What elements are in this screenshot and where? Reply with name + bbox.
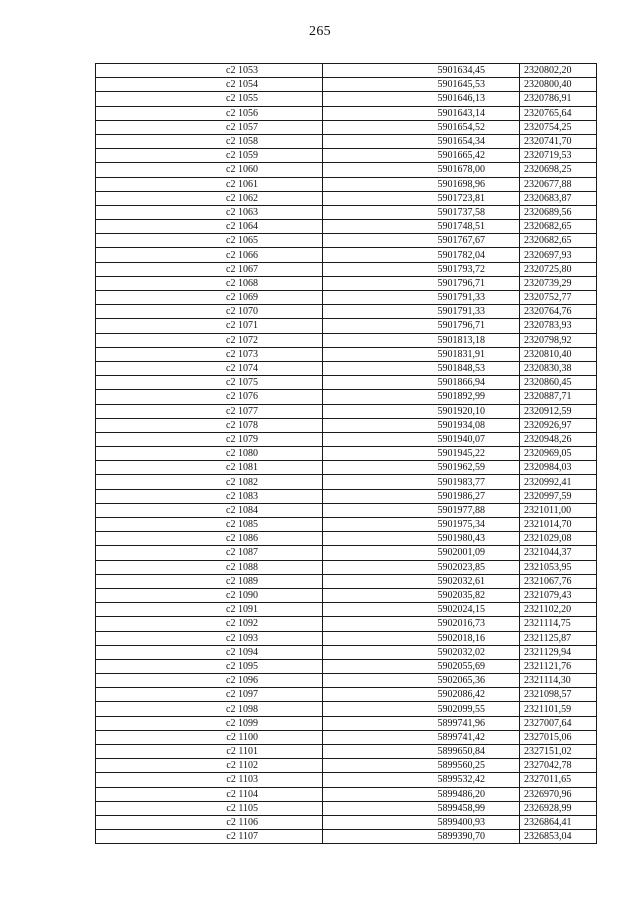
x-coordinate-cell: 5899650,84 <box>323 745 520 759</box>
point-id-cell: c2 1065 <box>96 234 323 248</box>
x-coordinate-cell: 5901791,33 <box>323 305 520 319</box>
y-coordinate-cell: 2321044,37 <box>520 546 597 560</box>
point-id-cell: c2 1061 <box>96 177 323 191</box>
point-id-cell: c2 1095 <box>96 659 323 673</box>
point-id-cell: c2 1066 <box>96 248 323 262</box>
table-row <box>96 432 597 446</box>
table-row <box>96 361 597 375</box>
x-coordinate-cell: 5899741,42 <box>323 730 520 744</box>
x-coordinate-cell: 5899560,25 <box>323 759 520 773</box>
y-coordinate-cell: 2320783,93 <box>520 319 597 333</box>
point-id-cell: c2 1087 <box>96 546 323 560</box>
table-row <box>96 518 597 532</box>
y-coordinate-cell: 2320725,80 <box>520 262 597 276</box>
x-coordinate-cell: 5901645,53 <box>323 78 520 92</box>
table-row <box>96 319 597 333</box>
x-coordinate-cell: 5901866,94 <box>323 376 520 390</box>
point-id-cell: c2 1080 <box>96 447 323 461</box>
y-coordinate-cell: 2320719,53 <box>520 149 597 163</box>
y-coordinate-cell: 2320689,56 <box>520 205 597 219</box>
table-row <box>96 347 597 361</box>
y-coordinate-cell: 2320830,38 <box>520 361 597 375</box>
table-row <box>96 787 597 801</box>
x-coordinate-cell: 5902055,69 <box>323 659 520 673</box>
x-coordinate-cell: 5901813,18 <box>323 333 520 347</box>
y-coordinate-cell: 2321114,30 <box>520 674 597 688</box>
y-coordinate-cell: 2327015,06 <box>520 730 597 744</box>
y-coordinate-cell: 2321098,57 <box>520 688 597 702</box>
table-row <box>96 92 597 106</box>
x-coordinate-cell: 5901892,99 <box>323 390 520 404</box>
table-row <box>96 546 597 560</box>
table-row <box>96 674 597 688</box>
table-row <box>96 645 597 659</box>
point-id-cell: c2 1097 <box>96 688 323 702</box>
x-coordinate-cell: 5901934,08 <box>323 418 520 432</box>
point-id-cell: c2 1092 <box>96 617 323 631</box>
point-id-cell: c2 1075 <box>96 376 323 390</box>
table-row <box>96 688 597 702</box>
table-row <box>96 560 597 574</box>
x-coordinate-cell: 5902018,16 <box>323 631 520 645</box>
point-id-cell: c2 1062 <box>96 191 323 205</box>
point-id-cell: c2 1091 <box>96 603 323 617</box>
table-row <box>96 815 597 829</box>
point-id-cell: c2 1090 <box>96 588 323 602</box>
x-coordinate-cell: 5902065,36 <box>323 674 520 688</box>
point-id-cell: c2 1059 <box>96 149 323 163</box>
point-id-cell: c2 1056 <box>96 106 323 120</box>
x-coordinate-cell: 5901791,33 <box>323 291 520 305</box>
x-coordinate-cell: 5899458,99 <box>323 801 520 815</box>
x-coordinate-cell: 5901975,34 <box>323 518 520 532</box>
y-coordinate-cell: 2320786,91 <box>520 92 597 106</box>
point-id-cell: c2 1071 <box>96 319 323 333</box>
point-id-cell: c2 1081 <box>96 461 323 475</box>
table-row <box>96 262 597 276</box>
x-coordinate-cell: 5899390,70 <box>323 830 520 844</box>
y-coordinate-cell: 2321014,70 <box>520 518 597 532</box>
x-coordinate-cell: 5901767,67 <box>323 234 520 248</box>
coordinates-table <box>95 63 597 844</box>
table-row <box>96 305 597 319</box>
x-coordinate-cell: 5901782,04 <box>323 248 520 262</box>
point-id-cell: c2 1086 <box>96 532 323 546</box>
y-coordinate-cell: 2320969,05 <box>520 447 597 461</box>
point-id-cell: c2 1100 <box>96 730 323 744</box>
table-row <box>96 418 597 432</box>
point-id-cell: c2 1064 <box>96 220 323 234</box>
y-coordinate-cell: 2321125,87 <box>520 631 597 645</box>
y-coordinate-cell: 2320739,29 <box>520 276 597 290</box>
y-coordinate-cell: 2326864,41 <box>520 815 597 829</box>
x-coordinate-cell: 5902024,15 <box>323 603 520 617</box>
table-row <box>96 106 597 120</box>
table-row <box>96 773 597 787</box>
y-coordinate-cell: 2321067,76 <box>520 574 597 588</box>
point-id-cell: c2 1076 <box>96 390 323 404</box>
y-coordinate-cell: 2326853,04 <box>520 830 597 844</box>
y-coordinate-cell: 2326928,99 <box>520 801 597 815</box>
point-id-cell: c2 1063 <box>96 205 323 219</box>
table-row <box>96 659 597 673</box>
x-coordinate-cell: 5901848,53 <box>323 361 520 375</box>
y-coordinate-cell: 2321101,59 <box>520 702 597 716</box>
table-row <box>96 134 597 148</box>
table-row <box>96 603 597 617</box>
table-row <box>96 149 597 163</box>
y-coordinate-cell: 2320948,26 <box>520 432 597 446</box>
x-coordinate-cell: 5901737,58 <box>323 205 520 219</box>
y-coordinate-cell: 2320682,65 <box>520 234 597 248</box>
y-coordinate-cell: 2327007,64 <box>520 716 597 730</box>
table-row <box>96 503 597 517</box>
x-coordinate-cell: 5901831,91 <box>323 347 520 361</box>
point-id-cell: c2 1103 <box>96 773 323 787</box>
y-coordinate-cell: 2321114,75 <box>520 617 597 631</box>
x-coordinate-cell: 5902086,42 <box>323 688 520 702</box>
table-row <box>96 234 597 248</box>
x-coordinate-cell: 5901983,77 <box>323 475 520 489</box>
y-coordinate-cell: 2321011,00 <box>520 503 597 517</box>
y-coordinate-cell: 2320997,59 <box>520 489 597 503</box>
table-row <box>96 475 597 489</box>
x-coordinate-cell: 5901980,43 <box>323 532 520 546</box>
y-coordinate-cell: 2320754,25 <box>520 120 597 134</box>
table-row <box>96 574 597 588</box>
table-row <box>96 461 597 475</box>
y-coordinate-cell: 2321121,76 <box>520 659 597 673</box>
x-coordinate-cell: 5901665,42 <box>323 149 520 163</box>
y-coordinate-cell: 2320683,87 <box>520 191 597 205</box>
point-id-cell: c2 1101 <box>96 745 323 759</box>
table-row <box>96 404 597 418</box>
point-id-cell: c2 1094 <box>96 645 323 659</box>
x-coordinate-cell: 5901962,59 <box>323 461 520 475</box>
x-coordinate-cell: 5901643,14 <box>323 106 520 120</box>
y-coordinate-cell: 2320887,71 <box>520 390 597 404</box>
table-row <box>96 191 597 205</box>
table-row <box>96 276 597 290</box>
page-number: 265 <box>309 24 331 39</box>
y-coordinate-cell: 2320765,64 <box>520 106 597 120</box>
table-row <box>96 830 597 844</box>
point-id-cell: c2 1089 <box>96 574 323 588</box>
point-id-cell: c2 1084 <box>96 503 323 517</box>
point-id-cell: c2 1093 <box>96 631 323 645</box>
x-coordinate-cell: 5901977,88 <box>323 503 520 517</box>
point-id-cell: c2 1102 <box>96 759 323 773</box>
table-row <box>96 78 597 92</box>
y-coordinate-cell: 2321029,08 <box>520 532 597 546</box>
y-coordinate-cell: 2320698,25 <box>520 163 597 177</box>
x-coordinate-cell: 5902032,02 <box>323 645 520 659</box>
x-coordinate-cell: 5901654,34 <box>323 134 520 148</box>
table-row <box>96 631 597 645</box>
x-coordinate-cell: 5901748,51 <box>323 220 520 234</box>
table-row <box>96 716 597 730</box>
point-id-cell: c2 1070 <box>96 305 323 319</box>
point-id-cell: c2 1073 <box>96 347 323 361</box>
x-coordinate-cell: 5901796,71 <box>323 276 520 290</box>
point-id-cell: c2 1072 <box>96 333 323 347</box>
y-coordinate-cell: 2320802,20 <box>520 64 597 78</box>
point-id-cell: c2 1074 <box>96 361 323 375</box>
y-coordinate-cell: 2320752,77 <box>520 291 597 305</box>
table-row <box>96 617 597 631</box>
x-coordinate-cell: 5901654,52 <box>323 120 520 134</box>
y-coordinate-cell: 2320912,59 <box>520 404 597 418</box>
x-coordinate-cell: 5902023,85 <box>323 560 520 574</box>
y-coordinate-cell: 2321053,95 <box>520 560 597 574</box>
y-coordinate-cell: 2320741,70 <box>520 134 597 148</box>
point-id-cell: c2 1083 <box>96 489 323 503</box>
x-coordinate-cell: 5901796,71 <box>323 319 520 333</box>
y-coordinate-cell: 2320677,88 <box>520 177 597 191</box>
table-row <box>96 390 597 404</box>
y-coordinate-cell: 2320992,41 <box>520 475 597 489</box>
x-coordinate-cell: 5902032,61 <box>323 574 520 588</box>
coordinates-table-body <box>96 64 597 844</box>
y-coordinate-cell: 2320926,97 <box>520 418 597 432</box>
x-coordinate-cell: 5901634,45 <box>323 64 520 78</box>
y-coordinate-cell: 2320697,93 <box>520 248 597 262</box>
point-id-cell: c2 1104 <box>96 787 323 801</box>
point-id-cell: c2 1079 <box>96 432 323 446</box>
x-coordinate-cell: 5899741,96 <box>323 716 520 730</box>
table-row <box>96 376 597 390</box>
point-id-cell: c2 1085 <box>96 518 323 532</box>
y-coordinate-cell: 2320800,40 <box>520 78 597 92</box>
table-row <box>96 333 597 347</box>
point-id-cell: c2 1057 <box>96 120 323 134</box>
point-id-cell: c2 1067 <box>96 262 323 276</box>
table-row <box>96 177 597 191</box>
y-coordinate-cell: 2320798,92 <box>520 333 597 347</box>
x-coordinate-cell: 5901698,96 <box>323 177 520 191</box>
table-row <box>96 801 597 815</box>
table-row <box>96 702 597 716</box>
point-id-cell: c2 1077 <box>96 404 323 418</box>
x-coordinate-cell: 5901945,22 <box>323 447 520 461</box>
x-coordinate-cell: 5902016,73 <box>323 617 520 631</box>
point-id-cell: c2 1068 <box>96 276 323 290</box>
x-coordinate-cell: 5899486,20 <box>323 787 520 801</box>
y-coordinate-cell: 2327151,02 <box>520 745 597 759</box>
table-row <box>96 248 597 262</box>
point-id-cell: c2 1099 <box>96 716 323 730</box>
point-id-cell: c2 1078 <box>96 418 323 432</box>
x-coordinate-cell: 5901986,27 <box>323 489 520 503</box>
table-row <box>96 163 597 177</box>
point-id-cell: c2 1088 <box>96 560 323 574</box>
table-row <box>96 588 597 602</box>
point-id-cell: c2 1098 <box>96 702 323 716</box>
x-coordinate-cell: 5901920,10 <box>323 404 520 418</box>
table-row <box>96 120 597 134</box>
x-coordinate-cell: 5902099,55 <box>323 702 520 716</box>
point-id-cell: c2 1058 <box>96 134 323 148</box>
y-coordinate-cell: 2321102,20 <box>520 603 597 617</box>
point-id-cell: c2 1054 <box>96 78 323 92</box>
point-id-cell: c2 1055 <box>96 92 323 106</box>
point-id-cell: c2 1096 <box>96 674 323 688</box>
table-row <box>96 447 597 461</box>
y-coordinate-cell: 2320810,40 <box>520 347 597 361</box>
y-coordinate-cell: 2320682,65 <box>520 220 597 234</box>
x-coordinate-cell: 5901723,81 <box>323 191 520 205</box>
table-row <box>96 205 597 219</box>
x-coordinate-cell: 5901646,13 <box>323 92 520 106</box>
table-row <box>96 745 597 759</box>
table-row <box>96 220 597 234</box>
table-row <box>96 64 597 78</box>
x-coordinate-cell: 5901793,72 <box>323 262 520 276</box>
table-row <box>96 730 597 744</box>
x-coordinate-cell: 5901678,00 <box>323 163 520 177</box>
x-coordinate-cell: 5899532,42 <box>323 773 520 787</box>
point-id-cell: c2 1105 <box>96 801 323 815</box>
table-row <box>96 489 597 503</box>
y-coordinate-cell: 2320984,03 <box>520 461 597 475</box>
point-id-cell: c2 1060 <box>96 163 323 177</box>
y-coordinate-cell: 2326970,96 <box>520 787 597 801</box>
point-id-cell: c2 1106 <box>96 815 323 829</box>
point-id-cell: c2 1082 <box>96 475 323 489</box>
point-id-cell: c2 1053 <box>96 64 323 78</box>
y-coordinate-cell: 2320860,45 <box>520 376 597 390</box>
y-coordinate-cell: 2321129,94 <box>520 645 597 659</box>
y-coordinate-cell: 2327042,78 <box>520 759 597 773</box>
x-coordinate-cell: 5899400,93 <box>323 815 520 829</box>
table-row <box>96 759 597 773</box>
point-id-cell: c2 1107 <box>96 830 323 844</box>
y-coordinate-cell: 2320764,76 <box>520 305 597 319</box>
y-coordinate-cell: 2321079,43 <box>520 588 597 602</box>
point-id-cell: c2 1069 <box>96 291 323 305</box>
x-coordinate-cell: 5902001,09 <box>323 546 520 560</box>
x-coordinate-cell: 5901940,07 <box>323 432 520 446</box>
y-coordinate-cell: 2327011,65 <box>520 773 597 787</box>
x-coordinate-cell: 5902035,82 <box>323 588 520 602</box>
table-row <box>96 291 597 305</box>
table-row <box>96 532 597 546</box>
